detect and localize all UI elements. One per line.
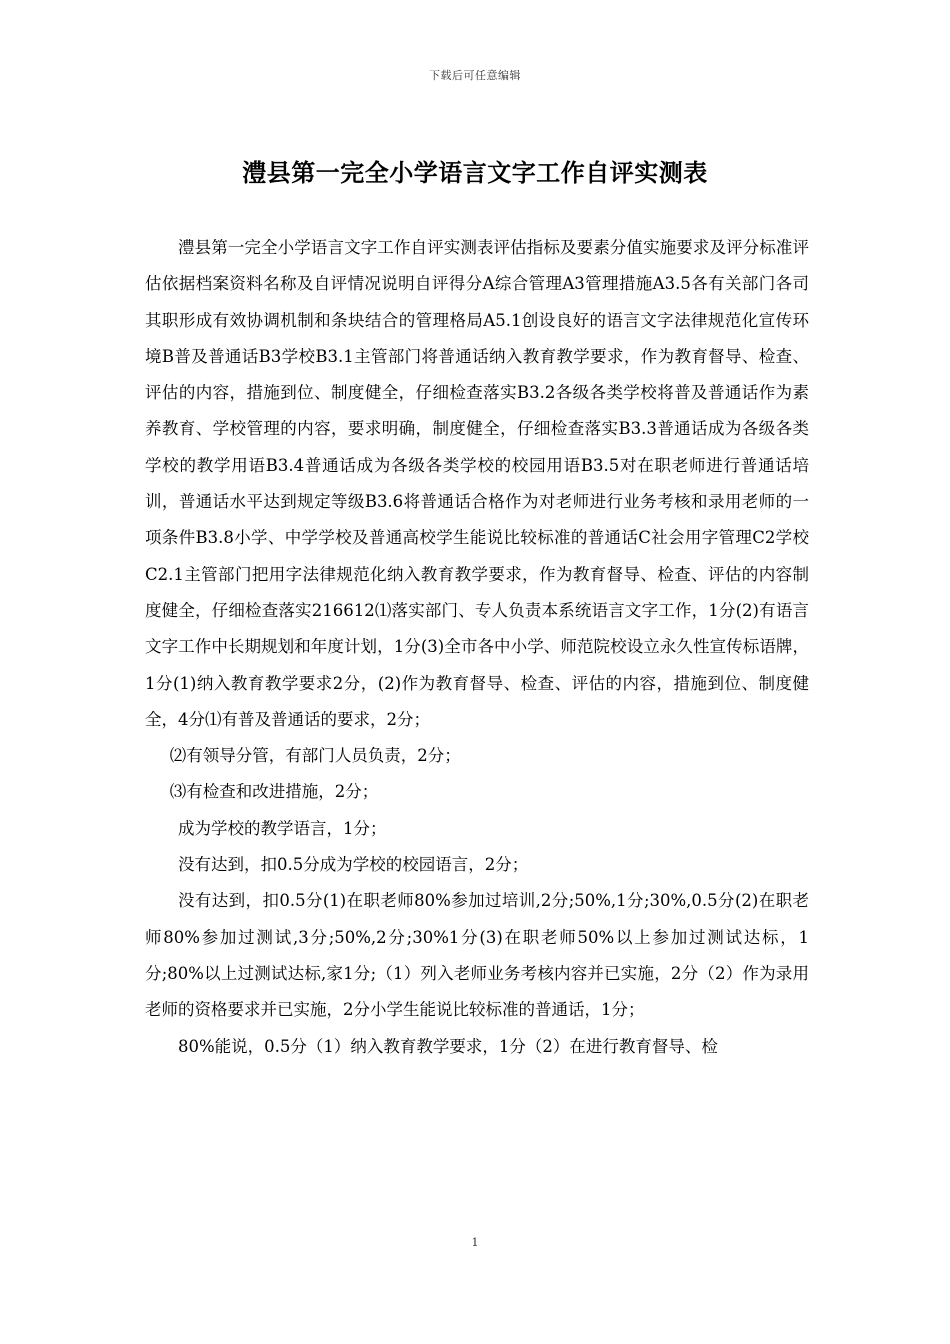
paragraph-teaching-language: 成为学校的教学语言，1分； (178, 818, 387, 838)
page-number: 1 (471, 1236, 479, 1249)
paragraph-supervision: 80%能说，0.5分（1）纳入教育教学要求，1分（2）在进行教育督导、检 (178, 1036, 718, 1056)
paragraph-item-3: ⑶有检查和改进措施，2分； (169, 782, 379, 802)
paragraph-campus-language: 没有达到，扣0.5分成为学校的校园语言，2分； (178, 855, 529, 875)
header-note: 下载后可任意编辑 (429, 69, 521, 82)
paragraph-intro: 澧县第一完全小学语言文字工作自评实测表评估指标及要素分值实施要求及评分标准评估依据档案资料名称及自评情况说明自评得分A综合管理A3管理措施A3.5各有关部门各司其职形成有效协调机制和条块结合的管理格局A5.1创设良好的语言文字法律规范化宣传环境B普及普通话B3学校B3.1主管部门将普通话纳入教育教学要求，作为教育督导、检查、评估的内容，措施到位、制度健全，仔细检查落实B3.2各级各类学校将普及普通话作为素养教育、学校管理的内容，要求明确，制度健全，仔细检查落实B3.3普通话成为各级各类学校的教学用语B3.4普通话成为各级各类学校的校园用语B3.5对在职老师进行普通话培训，普通话水平达到规定等级B3.6将普通话合格作为对老师进行业务考核和录用老师的一项条件B3.8小学、中学学校及普通高校学生能说比较标准的普通话C社会用字管理C2学校C2.1主管部门把用字法律规范化纳入教育教学要求，作为教育督导、检查、评估的内容制度健全，仔细检查落实216612⑴落实部门、专人负责本系统语言文字工作，1分(2)有语言文字工作中长期规划和年度计划，1分(3)全市各中小学、师范院校设立永久性宣传标语牌，1分(1)纳入教育教学要求2分，(2)作为教育督导、检查、评估的内容，措施到位、制度健全，4分⑴有普及普通话的要求，2分； (145, 238, 809, 729)
paragraph-item-2: ⑵有领导分管，有部门人员负责，2分； (169, 746, 461, 766)
document-title: 澧县第一完全小学语言文字工作自评实测表 (242, 158, 708, 187)
paragraph-teacher-training: 没有达到，扣0.5分(1)在职老师80%参加过培训,2分;50%,1分;30%,0.5分(2)在职老师80%参加过测试,3分;50%,2分;30%1分(3)在职老师50%以上参加过测试达标，1分;80%以上过测试达标,家1分;（1）列入老师业务考核内容并已实施，2分（2）作为录用老师的资格要求并已实施，2分小学生能说比较标准的普通话，1分； (145, 891, 809, 1020)
document-body (145, 230, 809, 1065)
